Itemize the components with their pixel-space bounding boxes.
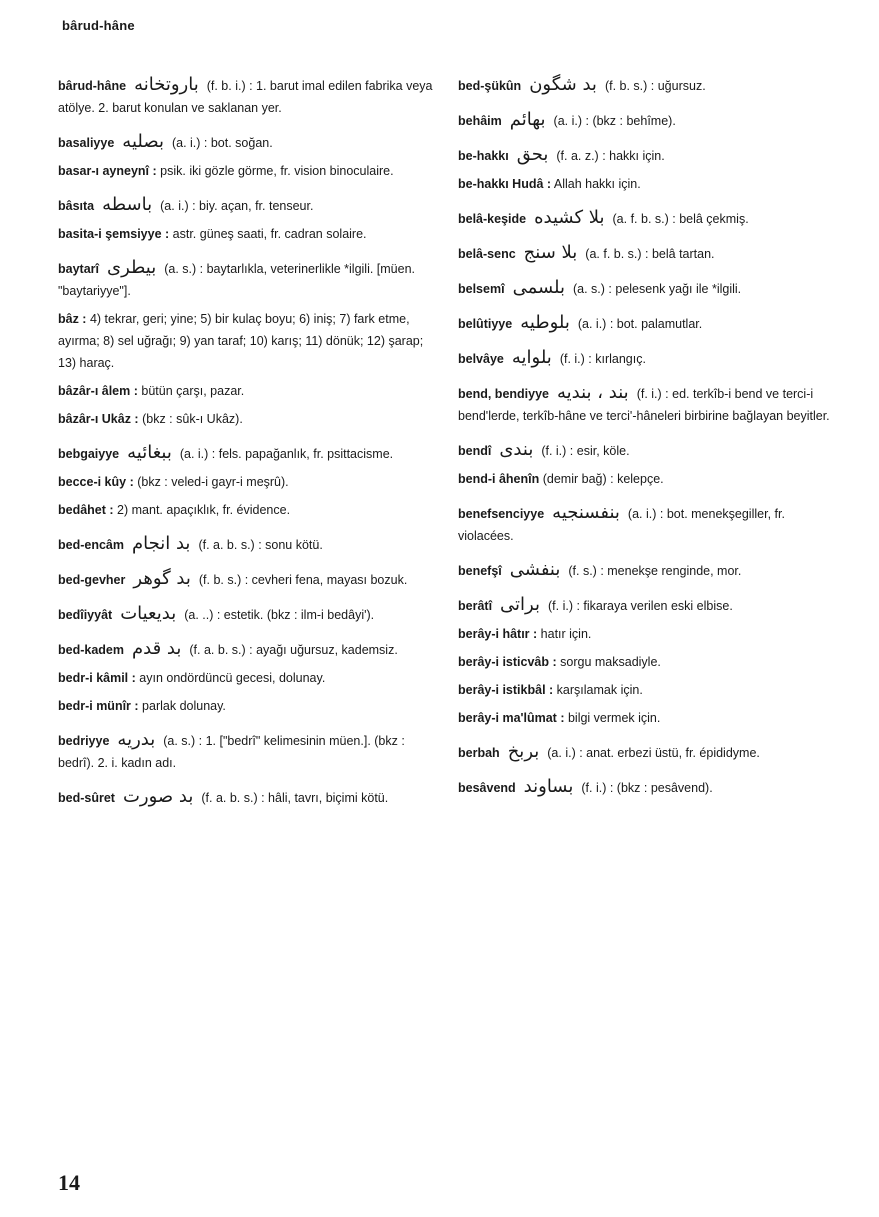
dictionary-entry <box>458 144 838 167</box>
entry-arabic-script: بلا كشيده <box>534 207 605 228</box>
entry-headword: belûtiyye <box>458 317 513 331</box>
entry-headword: belsemî <box>458 282 505 296</box>
entry-headword: bâzâr-ı Ukâz : <box>58 412 139 426</box>
entry-definition: (f. i.) : fikaraya verilen eski elbise. <box>548 599 733 613</box>
entry-arabic-script: بلوطيه <box>520 312 570 333</box>
entry-headword: basita-i şemsiyye : <box>58 227 170 241</box>
dictionary-entry <box>58 160 438 182</box>
entry-definition: (a. i.) : bot. menekşegiller, fr. violacées. <box>458 507 785 543</box>
left-column <box>58 62 438 815</box>
dictionary-entry <box>58 471 438 493</box>
entry-definition: Allah hakkı için. <box>553 177 641 191</box>
entry-headword: bendî <box>458 444 492 458</box>
entry-headword: belvâye <box>458 352 504 366</box>
entry-arabic-script: بد صورت <box>122 786 194 807</box>
entry-arabic-script: بحق <box>516 144 549 165</box>
entry-arabic-script: بنفسنجيه <box>552 502 620 523</box>
entry-headword: bâsıta <box>58 199 95 213</box>
dictionary-entry <box>458 468 838 490</box>
entry-definition: astr. güneş saati, fr. cadran solaire. <box>172 227 367 241</box>
entry-headword: bed-şükûn <box>458 79 522 93</box>
dictionary-entry <box>458 559 838 582</box>
dictionary-entry <box>58 257 438 302</box>
entry-headword: bedâhet : <box>58 503 114 517</box>
dictionary-entry <box>58 533 438 556</box>
entry-arabic-script: بديعيات <box>120 603 177 624</box>
dictionary-entry <box>58 308 438 374</box>
dictionary-entry <box>58 499 438 521</box>
entry-arabic-script: بصليه <box>122 131 164 152</box>
entry-definition: (a. f. b. s.) : belâ çekmiş. <box>612 212 749 226</box>
entry-headword: behâim <box>458 114 502 128</box>
entry-headword: bedîiyyât <box>58 608 113 622</box>
dictionary-entry <box>458 382 838 427</box>
dictionary-entry <box>458 74 838 97</box>
dictionary-entry <box>458 347 838 370</box>
entry-arabic-script: باروتخانه <box>134 74 199 95</box>
dictionary-entry <box>58 729 438 774</box>
entry-definition: (bkz : veled-i gayr-i meşrû). <box>137 475 289 489</box>
dictionary-entry <box>58 380 438 402</box>
entry-headword: bârud-hâne <box>58 79 127 93</box>
entry-headword: berây-i hâtır : <box>458 627 538 641</box>
dictionary-entry <box>58 695 438 717</box>
dictionary-entry <box>458 707 838 729</box>
entry-headword: bed-sûret <box>58 791 115 805</box>
entry-definition: karşılamak için. <box>556 683 643 697</box>
entry-definition: 2) mant. apaçıklık, fr. évidence. <box>117 503 291 517</box>
entry-arabic-script: براتى <box>500 594 541 615</box>
dictionary-entry <box>458 439 838 462</box>
entry-definition: (a. i.) : anat. erbezi üstü, fr. épididyme. <box>547 746 760 760</box>
entry-definition: parlak dolunay. <box>142 699 226 713</box>
entry-definition: (a. s.) : pelesenk yağı ile *ilgili. <box>573 282 742 296</box>
entry-headword: berây-i isticvâb : <box>458 655 557 669</box>
entry-headword: benefşî <box>458 564 502 578</box>
entry-definition: (f. a. b. s.) : hâli, tavrı, biçimi kötü. <box>201 791 389 805</box>
entry-definition: (bkz : sûk-ı Ukâz). <box>142 412 243 426</box>
dictionary-entry <box>458 679 838 701</box>
entry-headword: basar-ı ayneynî : <box>58 164 157 178</box>
dictionary-entry <box>58 603 438 626</box>
entry-definition: (f. a. z.) : hakkı için. <box>556 149 665 163</box>
entry-arabic-script: بيطرى <box>107 257 157 278</box>
entry-definition: (f. b. s.) : uğursuz. <box>604 79 706 93</box>
dictionary-entry <box>458 741 838 764</box>
dictionary-entry <box>458 502 838 547</box>
entry-definition: (a. i.) : bot. soğan. <box>171 136 273 150</box>
entry-definition: (a. i.) : fels. papağanlık, fr. psittacisme. <box>179 447 394 461</box>
entry-arabic-script: بنفشى <box>509 559 561 580</box>
dictionary-entry <box>458 173 838 195</box>
entry-headword: bed-encâm <box>58 538 124 552</box>
entry-arabic-script: بند ، بنديه <box>557 382 629 403</box>
entry-arabic-script: ببغائيه <box>127 442 172 463</box>
entry-definition: 4) tekrar, geri; yine; 5) bir kulaç boyu; 6) iniş; 7) fark etme, ayırma; 8) sel uğrağı; 9) yan taraf; 10) karış; 11) dönük; 12) şarap; 13) haraç. <box>58 312 424 370</box>
entry-headword: bed-kadem <box>58 643 124 657</box>
entry-definition: (f. i.) : (bkz : pesâvend). <box>581 781 713 795</box>
entry-definition: (a. s.) : 1. ["bedrî" kelimesinin müen.]. (bkz : bedrî). 2. i. kadın adı. <box>58 734 405 770</box>
dictionary-entry <box>58 638 438 661</box>
entry-headword: bâz : <box>58 312 87 326</box>
dictionary-entry <box>58 223 438 245</box>
entry-headword: bend, bendiyye <box>458 387 549 401</box>
entry-definition: (f. b. i.) : 1. barut imal edilen fabrika veya atölye. 2. barut konulan ve saklanan yer. <box>58 79 433 115</box>
dictionary-entry <box>58 408 438 430</box>
dictionary-entry <box>458 776 838 799</box>
entry-definition: (a. i.) : bot. palamutlar. <box>577 317 703 331</box>
entry-definition: psik. iki gözle görme, fr. vision binoculaire. <box>160 164 394 178</box>
entry-arabic-script: بندى <box>499 439 534 460</box>
entry-definition: (f. a. b. s.) : sonu kötü. <box>198 538 323 552</box>
entry-definition: (a. i.) : biy. açan, fr. tenseur. <box>160 199 314 213</box>
dictionary-entry <box>58 442 438 465</box>
entry-arabic-script: بلوايه <box>511 347 552 368</box>
entry-arabic-script: بساوند <box>523 776 574 797</box>
entry-arabic-script: بدريه <box>117 729 156 750</box>
entry-definition: bütün çarşı, pazar. <box>141 384 245 398</box>
entry-headword: be-hakkı <box>458 149 509 163</box>
entry-headword: besâvend <box>458 781 516 795</box>
dictionary-entry <box>458 277 838 300</box>
entry-headword: baytarî <box>58 262 99 276</box>
entry-definition: (a. ..) : estetik. (bkz : ilm-i bedâyi'). <box>184 608 375 622</box>
entry-definition: (f. i.) : kırlangıç. <box>559 352 646 366</box>
dictionary-entry <box>458 651 838 673</box>
entry-definition: (f. b. s.) : cevheri fena, mayası bozuk. <box>198 573 408 587</box>
entry-headword: belâ-senc <box>458 247 516 261</box>
dictionary-entry <box>458 594 838 617</box>
entry-headword: belâ-keşide <box>458 212 527 226</box>
running-header: bârud-hâne <box>62 18 135 33</box>
entry-headword: becce-i kûy : <box>58 475 134 489</box>
entry-definition: (f. s.) : menekşe renginde, mor. <box>568 564 742 578</box>
entry-definition: bilgi vermek için. <box>567 711 661 725</box>
dictionary-entry <box>58 568 438 591</box>
dictionary-entry <box>458 623 838 645</box>
entry-headword: berâtî <box>458 599 493 613</box>
entry-headword: berây-i ma'lûmat : <box>458 711 565 725</box>
entry-arabic-script: بهائم <box>509 109 546 130</box>
entry-headword: bedriyye <box>58 734 110 748</box>
entry-definition: sorgu maksadiyle. <box>560 655 661 669</box>
entry-headword: bend-i âhenîn <box>458 472 540 486</box>
entry-definition: (f. i.) : esir, köle. <box>541 444 630 458</box>
entry-headword: berbah <box>458 746 500 760</box>
dictionary-entry <box>58 667 438 689</box>
dictionary-entry <box>458 207 838 230</box>
dictionary-entry <box>458 109 838 132</box>
entry-arabic-script: بلسمى <box>512 277 565 298</box>
entry-headword: bâzâr-ı âlem : <box>58 384 138 398</box>
entry-definition: hatır için. <box>540 627 592 641</box>
entry-headword: bebgaiyye <box>58 447 120 461</box>
page-number: 14 <box>58 1170 80 1195</box>
entry-headword: be-hakkı Hudâ : <box>458 177 552 191</box>
entry-headword: bedr-i kâmil : <box>58 671 136 685</box>
dictionary-entry <box>58 131 438 154</box>
entry-definition: (f. a. b. s.) : ayağı uğursuz, kademsiz. <box>189 643 398 657</box>
entry-definition: (demir bağ) : kelepçe. <box>542 472 664 486</box>
entry-headword: bed-gevher <box>58 573 126 587</box>
entry-arabic-script: بلا سنج <box>523 242 578 263</box>
entry-definition: (a. s.) : baytarlıkla, veterinerlikle *ilgili. [müen. "baytariyye"]. <box>58 262 416 298</box>
entry-arabic-script: بد شگون <box>529 74 597 95</box>
dictionary-entry <box>458 242 838 265</box>
entry-arabic-script: بد گوهر <box>133 568 191 589</box>
dictionary-entry <box>58 194 438 217</box>
dictionary-entry <box>458 312 838 335</box>
entry-definition: ayın ondördüncü gecesi, dolunay. <box>139 671 326 685</box>
entry-headword: bedr-i münîr : <box>58 699 139 713</box>
entry-headword: berây-i istikbâl : <box>458 683 554 697</box>
entry-arabic-script: باسطه <box>102 194 153 215</box>
entry-headword: benefsenciyye <box>458 507 545 521</box>
dictionary-entry <box>58 74 438 119</box>
entry-definition: (a. f. b. s.) : belâ tartan. <box>585 247 715 261</box>
entry-definition: (a. i.) : (bkz : behîme). <box>553 114 676 128</box>
dictionary-entry <box>58 786 438 809</box>
entry-arabic-script: بد انجام <box>132 533 191 554</box>
entry-arabic-script: بد قدم <box>132 638 182 659</box>
entry-arabic-script: بربخ <box>507 741 540 762</box>
entry-headword: basaliyye <box>58 136 115 150</box>
right-column <box>458 62 838 805</box>
entry-definition: (f. i.) : ed. terkîb-i bend ve terci-i bend'lerde, terkîb-hâne ve terci'-hâneleri birbirine bağlayan beyitler. <box>458 387 830 423</box>
